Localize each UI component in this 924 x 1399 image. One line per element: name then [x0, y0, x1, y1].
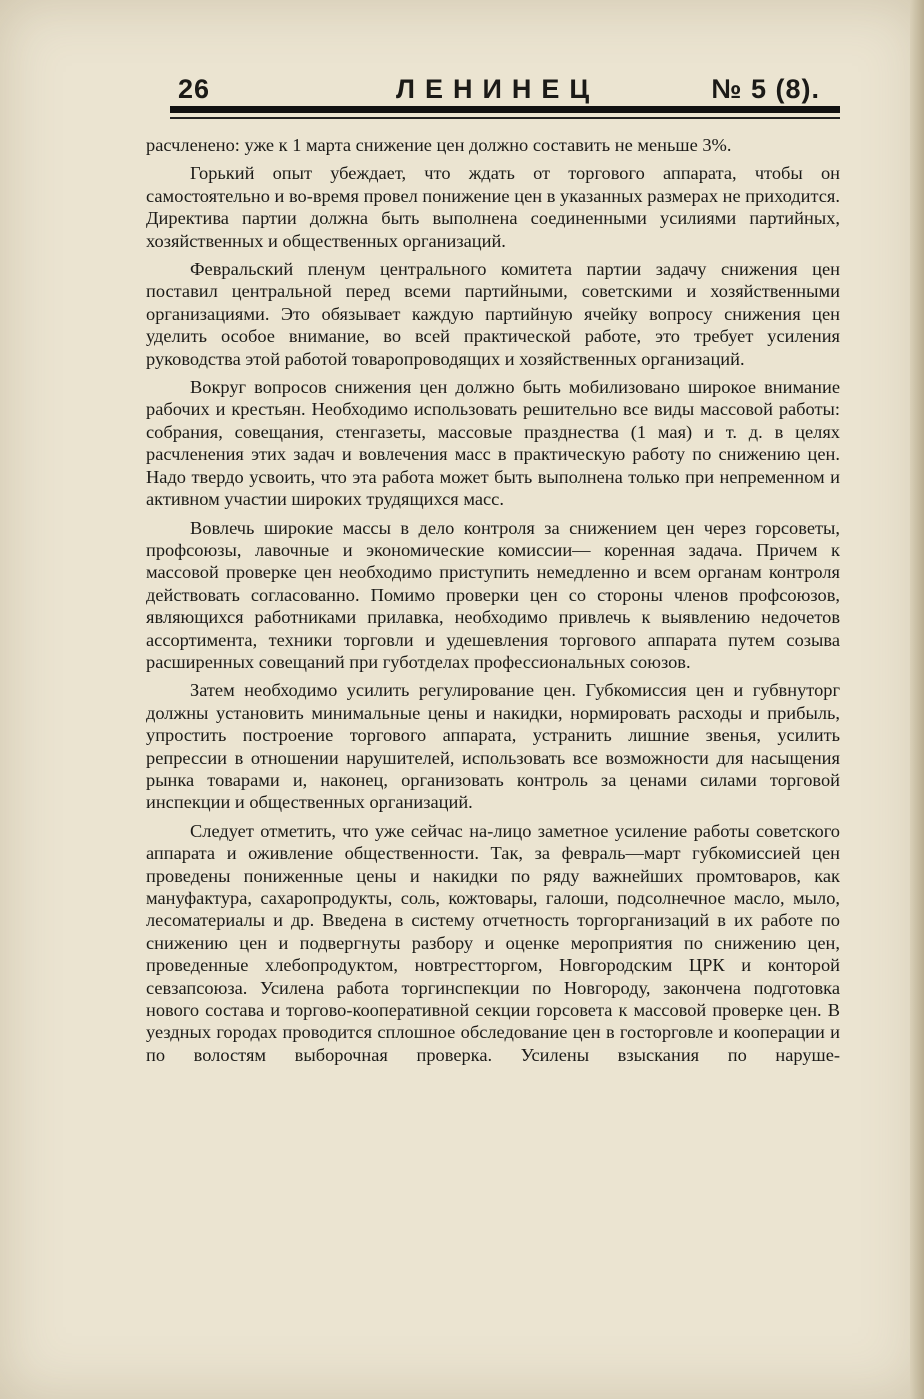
page-edge — [910, 0, 924, 1399]
paragraph: Горький опыт убеждает, что ждать от торгового аппарата, чтобы он самостоятельно и во-время провел понижение цен в указанных размерах не приходится. Директива партии должна быть выполнена соединенными усилиями партийных, хозяйственных и общественных организаций. — [146, 163, 840, 251]
issue-number: № 5 (8). — [711, 74, 820, 104]
paragraph: Вокруг вопросов снижения цен должно быть мобилизовано широкое внимание рабочих и крестьян. Необходимо использовать решительно все виды массовой работы: собрания, совещания, стенгазеты, массовые празднества (1 мая) и т. д. в целях расчленения этих задач и вовлечения масс в практическую работу по снижению цен. Надо твердо усвоить, что эта работа может быть выполнена только при непременном и активном участии широких трудящихся масс. — [146, 377, 840, 510]
paragraph: Затем необходимо усилить регулирование цен. Губкомиссия цен и губвнуторг должны установить минимальные цены и накидки, нормировать расходы и прибыль, упростить построение торгового аппарата, устранить лишние звенья, усилить репрессии в отношении нарушителей, использовать все возможности для насыщения рынка товарами и, наконец, организовать контроль за ценами силами торговой инспекции и общественных организаций. — [146, 680, 840, 813]
page-header — [178, 70, 840, 110]
journal-title: ЛЕНИНЕЦ — [396, 74, 600, 104]
page-number: 26 — [178, 74, 211, 104]
paragraph: Следует отметить, что уже сейчас на-лицо заметное усиление работы советского аппарата и оживление общественности. Так, за февраль—март губкомиссией цен проведены пониженные цены и накидки по ряду важнейших промтоваров, как мануфактура, сахаропродукты, соль, кожтовары, галоши, подсолнечное масло, мыло, лесоматериалы и др. Введена в систему отчетность торгорганизаций в их работе по снижению цен и подвергнуты разбору и оценке мероприятия по снижению цен, проведенные хлебопродуктом, новтрестторгом, Новгородским ЦРК и конторой севзапсоюза. Усилена работа торгинспекции по Новгороду, закончена подготовка нового состава и торгово-кооперативной секции горсовета к массовой проверке цен. В уездных городах проводится сплошное обследование цен в госторговле и кооперации и по волостям выборочная проверка. Усилены взыскания по наруше- — [146, 820, 840, 1065]
article-body — [146, 134, 840, 1072]
paragraph: Февральский пленум центрального комитета партии задачу снижения цен поставил центральной перед всеми партийными, советскими и хозяйственными организациями. Это обязывает каждую партийную ячейку вопросу снижения цен уделить особое внимание, во всей практической работе, это требует усиления руководства этой работой товаропроводящих и хозяйственных организаций. — [146, 259, 840, 369]
header-rule-thick — [170, 106, 840, 113]
header-rule-thin — [170, 117, 840, 119]
paragraph: расчленено: уже к 1 марта снижение цен должно составить не меньше 3%. — [146, 135, 732, 155]
paragraph: Вовлечь широкие массы в дело контроля за снижением цен через горсоветы, профсоюзы, лавочные и экономические комиссии— коренная задача. Причем к массовой проверке цен необходимо приступить немедленно и всем органам контроля действовать согласованно. Помимо проверки цен со стороны членов профсоюзов, являющихся работниками прилавка, необходимо привлечь к выявлению недочетов ассортимента, техники торговли и удешевления торгового аппарата путем созыва расширенных совещаний при губотделах профессиональных союзов. — [146, 517, 840, 672]
